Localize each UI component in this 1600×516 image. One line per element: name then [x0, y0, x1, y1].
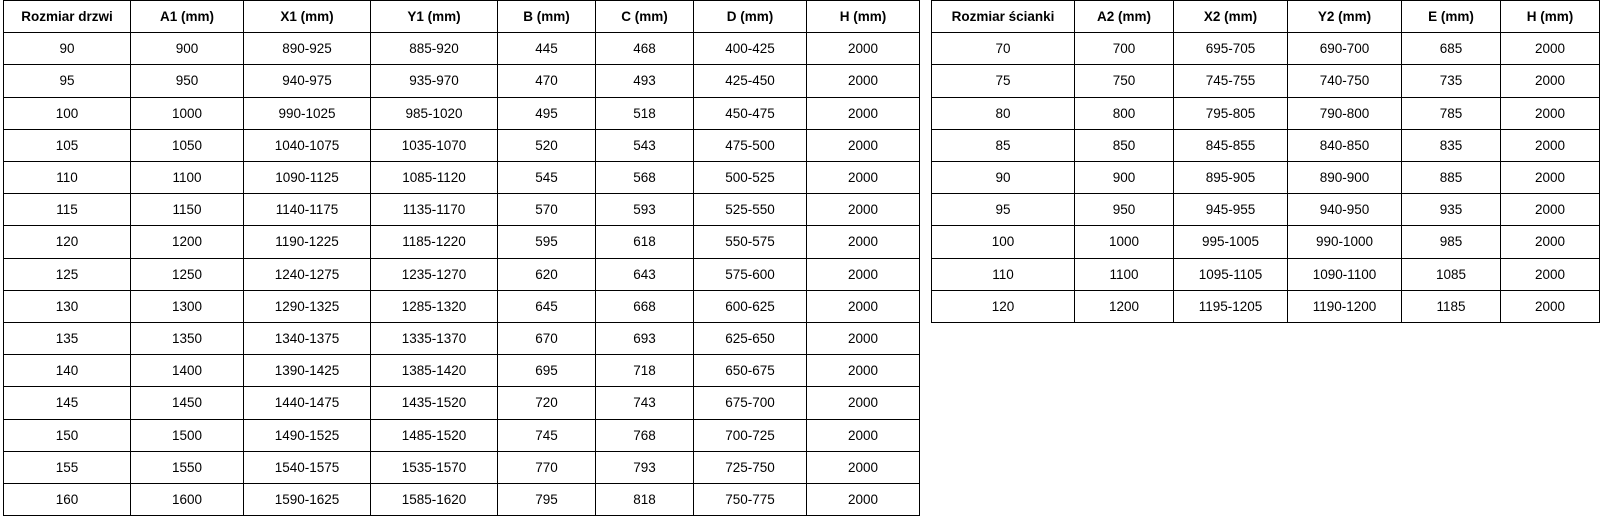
table-cell: 620	[498, 258, 596, 290]
table-row	[4, 258, 920, 290]
table-cell: 950	[1075, 194, 1174, 226]
table-cell: 2000	[807, 65, 920, 97]
table-cell: 1040-1075	[244, 129, 371, 161]
table-cell: 2000	[807, 33, 920, 65]
table-cell: 1500	[131, 419, 244, 451]
wall-column-header: H (mm)	[1501, 1, 1600, 33]
table-cell: 75	[932, 65, 1075, 97]
table-cell: 2000	[1501, 194, 1600, 226]
table-cell: 1140-1175	[244, 194, 371, 226]
table-cell: 1400	[131, 355, 244, 387]
table-row	[932, 290, 1600, 322]
table-cell: 2000	[1501, 129, 1600, 161]
table-cell: 890-900	[1288, 162, 1402, 194]
table-cell: 568	[596, 162, 694, 194]
table-cell: 90	[932, 162, 1075, 194]
table-cell: 885-920	[371, 33, 498, 65]
table-cell: 2000	[807, 355, 920, 387]
doors-column-header: X1 (mm)	[244, 1, 371, 33]
table-cell: 160	[4, 484, 131, 516]
table-cell: 700-725	[694, 419, 807, 451]
table-cell: 790-800	[1288, 97, 1402, 129]
table-cell: 150	[4, 419, 131, 451]
table-cell: 80	[932, 97, 1075, 129]
table-cell: 650-675	[694, 355, 807, 387]
table-header-row	[932, 1, 1600, 33]
table-cell: 425-450	[694, 65, 807, 97]
table-cell: 900	[1075, 162, 1174, 194]
doors-dimensions-table-wrapper	[3, 0, 920, 516]
table-cell: 745	[498, 419, 596, 451]
table-cell: 575-600	[694, 258, 807, 290]
table-cell: 795	[498, 484, 596, 516]
table-cell: 593	[596, 194, 694, 226]
table-cell: 890-925	[244, 33, 371, 65]
table-cell: 1195-1205	[1174, 290, 1288, 322]
table-cell: 690-700	[1288, 33, 1402, 65]
doors-column-header: B (mm)	[498, 1, 596, 33]
table-row	[932, 194, 1600, 226]
table-cell: 940-950	[1288, 194, 1402, 226]
table-cell: 668	[596, 290, 694, 322]
table-cell: 1090-1100	[1288, 258, 1402, 290]
table-cell: 450-475	[694, 97, 807, 129]
table-cell: 85	[932, 129, 1075, 161]
table-row	[932, 258, 1600, 290]
table-cell: 685	[1402, 33, 1501, 65]
wall-column-header: A2 (mm)	[1075, 1, 1174, 33]
table-cell: 2000	[1501, 65, 1600, 97]
table-cell: 520	[498, 129, 596, 161]
table-cell: 445	[498, 33, 596, 65]
table-cell: 470	[498, 65, 596, 97]
table-cell: 1090-1125	[244, 162, 371, 194]
table-cell: 1000	[131, 97, 244, 129]
table-row	[932, 226, 1600, 258]
table-cell: 743	[596, 387, 694, 419]
table-cell: 475-500	[694, 129, 807, 161]
table-cell: 2000	[1501, 162, 1600, 194]
table-cell: 720	[498, 387, 596, 419]
table-cell: 793	[596, 451, 694, 483]
table-cell: 1450	[131, 387, 244, 419]
table-cell: 2000	[1501, 226, 1600, 258]
table-cell: 1590-1625	[244, 484, 371, 516]
doors-column-header: H (mm)	[807, 1, 920, 33]
table-cell: 1290-1325	[244, 290, 371, 322]
table-cell: 745-755	[1174, 65, 1288, 97]
doors-column-header: Rozmiar drzwi	[4, 1, 131, 33]
table-cell: 1440-1475	[244, 387, 371, 419]
doors-column-header: A1 (mm)	[131, 1, 244, 33]
table-cell: 1485-1520	[371, 419, 498, 451]
table-row	[4, 33, 920, 65]
table-cell: 845-855	[1174, 129, 1288, 161]
table-row	[4, 97, 920, 129]
table-row	[932, 65, 1600, 97]
table-cell: 945-955	[1174, 194, 1288, 226]
table-cell: 1150	[131, 194, 244, 226]
table-cell: 95	[4, 65, 131, 97]
table-header-row	[4, 1, 920, 33]
table-cell: 850	[1075, 129, 1174, 161]
wall-column-header: Rozmiar ścianki	[932, 1, 1075, 33]
table-cell: 725-750	[694, 451, 807, 483]
table-cell: 2000	[807, 226, 920, 258]
table-body	[4, 33, 920, 516]
table-cell: 1300	[131, 290, 244, 322]
table-cell: 600-625	[694, 290, 807, 322]
table-row	[932, 162, 1600, 194]
table-cell: 1285-1320	[371, 290, 498, 322]
table-cell: 1350	[131, 323, 244, 355]
table-cell: 1235-1270	[371, 258, 498, 290]
wall-dimensions-table-wrapper	[931, 0, 1600, 323]
table-cell: 895-905	[1174, 162, 1288, 194]
table-cell: 468	[596, 33, 694, 65]
table-body	[932, 33, 1600, 323]
table-cell: 990-1000	[1288, 226, 1402, 258]
table-cell: 1200	[1075, 290, 1174, 322]
table-cell: 985	[1402, 226, 1501, 258]
table-cell: 750	[1075, 65, 1174, 97]
table-cell: 1340-1375	[244, 323, 371, 355]
table-cell: 1085-1120	[371, 162, 498, 194]
table-cell: 1535-1570	[371, 451, 498, 483]
table-cell: 750-775	[694, 484, 807, 516]
table-cell: 120	[932, 290, 1075, 322]
table-cell: 105	[4, 129, 131, 161]
table-cell: 2000	[807, 387, 920, 419]
table-cell: 2000	[1501, 97, 1600, 129]
table-cell: 995-1005	[1174, 226, 1288, 258]
table-cell: 493	[596, 65, 694, 97]
table-row	[4, 387, 920, 419]
table-cell: 95	[932, 194, 1075, 226]
table-row	[4, 290, 920, 322]
table-cell: 400-425	[694, 33, 807, 65]
table-cell: 115	[4, 194, 131, 226]
table-cell: 740-750	[1288, 65, 1402, 97]
table-row	[4, 355, 920, 387]
table-cell: 1185-1220	[371, 226, 498, 258]
doors-column-header: C (mm)	[596, 1, 694, 33]
table-cell: 2000	[1501, 33, 1600, 65]
table-row	[4, 451, 920, 483]
table-cell: 1100	[1075, 258, 1174, 290]
table-cell: 70	[932, 33, 1075, 65]
table-cell: 550-575	[694, 226, 807, 258]
table-cell: 985-1020	[371, 97, 498, 129]
table-cell: 1190-1225	[244, 226, 371, 258]
table-row	[4, 162, 920, 194]
table-cell: 110	[4, 162, 131, 194]
table-cell: 935	[1402, 194, 1501, 226]
table-cell: 495	[498, 97, 596, 129]
table-cell: 1050	[131, 129, 244, 161]
table-cell: 1540-1575	[244, 451, 371, 483]
table-cell: 1585-1620	[371, 484, 498, 516]
table-cell: 1095-1105	[1174, 258, 1288, 290]
table-cell: 1035-1070	[371, 129, 498, 161]
table-cell: 110	[932, 258, 1075, 290]
table-cell: 768	[596, 419, 694, 451]
wall-dimensions-table	[931, 0, 1600, 323]
table-cell: 935-970	[371, 65, 498, 97]
table-cell: 1435-1520	[371, 387, 498, 419]
table-cell: 770	[498, 451, 596, 483]
table-cell: 1085	[1402, 258, 1501, 290]
table-cell: 2000	[807, 323, 920, 355]
table-cell: 900	[131, 33, 244, 65]
table-cell: 643	[596, 258, 694, 290]
table-cell: 1185	[1402, 290, 1501, 322]
table-cell: 145	[4, 387, 131, 419]
table-cell: 670	[498, 323, 596, 355]
table-row	[4, 65, 920, 97]
table-cell: 700	[1075, 33, 1174, 65]
table-cell: 1000	[1075, 226, 1174, 258]
table-cell: 718	[596, 355, 694, 387]
table-row	[4, 129, 920, 161]
table-cell: 1335-1370	[371, 323, 498, 355]
table-cell: 1100	[131, 162, 244, 194]
table-cell: 2000	[1501, 290, 1600, 322]
table-cell: 1600	[131, 484, 244, 516]
table-cell: 1390-1425	[244, 355, 371, 387]
table-cell: 2000	[807, 419, 920, 451]
table-row	[4, 226, 920, 258]
table-cell: 785	[1402, 97, 1501, 129]
table-cell: 1550	[131, 451, 244, 483]
table-cell: 1490-1525	[244, 419, 371, 451]
table-cell: 795-805	[1174, 97, 1288, 129]
table-row	[4, 419, 920, 451]
doors-column-header: D (mm)	[694, 1, 807, 33]
table-cell: 2000	[807, 97, 920, 129]
table-cell: 155	[4, 451, 131, 483]
table-cell: 625-650	[694, 323, 807, 355]
table-cell: 618	[596, 226, 694, 258]
table-cell: 1200	[131, 226, 244, 258]
table-row	[4, 194, 920, 226]
table-cell: 2000	[807, 194, 920, 226]
table-row	[4, 484, 920, 516]
table-cell: 1240-1275	[244, 258, 371, 290]
table-row	[4, 323, 920, 355]
table-cell: 693	[596, 323, 694, 355]
table-cell: 518	[596, 97, 694, 129]
table-cell: 950	[131, 65, 244, 97]
table-cell: 645	[498, 290, 596, 322]
table-cell: 990-1025	[244, 97, 371, 129]
table-cell: 140	[4, 355, 131, 387]
table-cell: 2000	[807, 451, 920, 483]
wall-column-header: X2 (mm)	[1174, 1, 1288, 33]
table-cell: 675-700	[694, 387, 807, 419]
table-cell: 120	[4, 226, 131, 258]
wall-column-header: Y2 (mm)	[1288, 1, 1402, 33]
table-cell: 1385-1420	[371, 355, 498, 387]
table-cell: 800	[1075, 97, 1174, 129]
table-row	[932, 97, 1600, 129]
table-cell: 2000	[807, 129, 920, 161]
table-cell: 695-705	[1174, 33, 1288, 65]
table-cell: 525-550	[694, 194, 807, 226]
table-cell: 570	[498, 194, 596, 226]
table-cell: 940-975	[244, 65, 371, 97]
doors-column-header: Y1 (mm)	[371, 1, 498, 33]
table-cell: 90	[4, 33, 131, 65]
doors-dimensions-table	[3, 0, 920, 516]
table-cell: 695	[498, 355, 596, 387]
table-cell: 1190-1200	[1288, 290, 1402, 322]
table-cell: 818	[596, 484, 694, 516]
table-row	[932, 129, 1600, 161]
table-cell: 2000	[807, 290, 920, 322]
table-cell: 595	[498, 226, 596, 258]
table-cell: 100	[4, 97, 131, 129]
table-cell: 500-525	[694, 162, 807, 194]
table-cell: 2000	[807, 484, 920, 516]
table-cell: 1135-1170	[371, 194, 498, 226]
table-row	[932, 33, 1600, 65]
table-cell: 2000	[1501, 258, 1600, 290]
table-cell: 125	[4, 258, 131, 290]
table-cell: 2000	[807, 162, 920, 194]
table-cell: 840-850	[1288, 129, 1402, 161]
table-cell: 735	[1402, 65, 1501, 97]
table-cell: 135	[4, 323, 131, 355]
table-cell: 543	[596, 129, 694, 161]
table-cell: 835	[1402, 129, 1501, 161]
table-cell: 1250	[131, 258, 244, 290]
table-cell: 100	[932, 226, 1075, 258]
table-cell: 2000	[807, 258, 920, 290]
table-cell: 885	[1402, 162, 1501, 194]
table-cell: 545	[498, 162, 596, 194]
wall-column-header: E (mm)	[1402, 1, 1501, 33]
table-cell: 130	[4, 290, 131, 322]
